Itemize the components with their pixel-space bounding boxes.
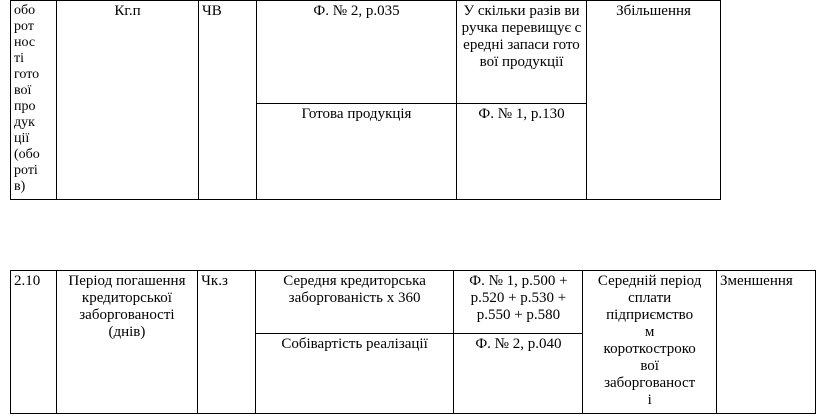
- symbol-cell: Кг.п: [57, 1, 199, 200]
- row-number-cell: 2.10: [11, 271, 57, 414]
- formula-numerator-cell: Середня кредиторська заборгованість х 360: [255, 271, 454, 334]
- formula-numerator-cell: Ф. № 2, р.035: [257, 1, 457, 104]
- source-denominator-cell: Ф. № 1, р.130: [457, 104, 587, 200]
- interpretation-cell: У скільки разів виручка перевищує середні запаси готової продукції: [457, 1, 587, 104]
- indicator-name-cell: Період погашення кредиторської заборгованості (днів): [56, 271, 198, 414]
- indicators-table-payables: [10, 270, 816, 414]
- formula-denominator-cell: Готова продукція: [257, 104, 457, 200]
- trend-cell: Збільшення: [587, 1, 721, 200]
- source-denominator-cell: Ф. № 2, р.040: [454, 334, 583, 414]
- indicator-name-cell: обо рот нос ті гото вої про дук ції (обо роті в): [11, 1, 57, 200]
- meaning-cell: Середній період сплати підприємство м короткостроко вої заборгованост і: [583, 271, 717, 414]
- indicators-table-turnover: [10, 0, 721, 200]
- source-numerator-cell: Ф. № 1, р.500 + р.520 + р.530 + р.550 + р.580: [454, 271, 583, 334]
- trend-cell: Зменшення: [716, 271, 815, 414]
- symbol-cell: Чк.з: [198, 271, 256, 414]
- unit-cell: ЧВ: [199, 1, 257, 200]
- formula-denominator-cell: Собівартість реалізації: [255, 334, 454, 414]
